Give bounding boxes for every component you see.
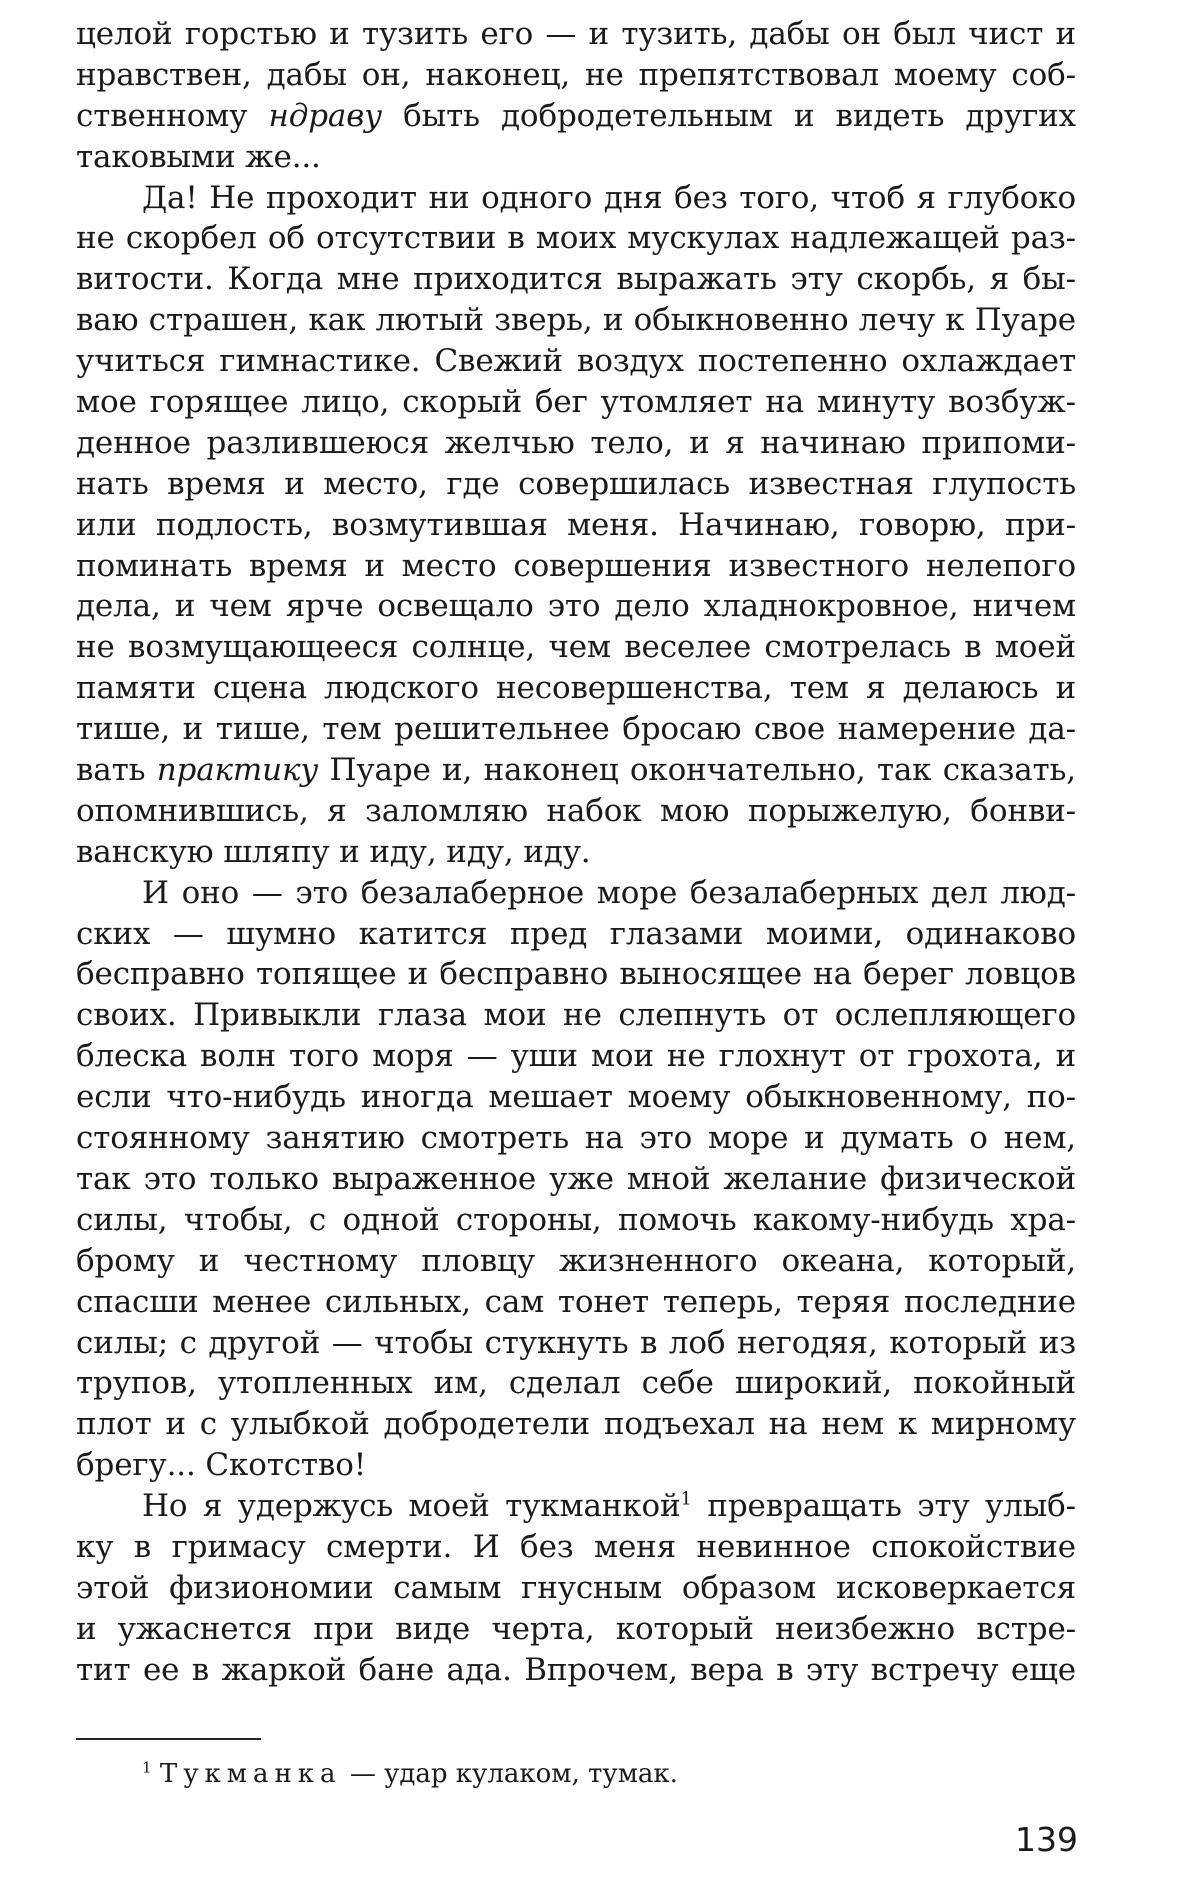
text-line: тит ее в жаркой бане ада. Впрочем, вера в эту встречу еще [76, 1651, 1076, 1688]
text-line: опомнившись, я заломляю набок мою порыжелую, бонви- [76, 792, 1076, 829]
italic-word: ндраву [268, 97, 382, 134]
text-line: дела, и чем ярче освещало это дело хладнокровное, ничем [76, 588, 1076, 625]
text-line: ванскую шляпу и иду, иду, иду. [76, 833, 591, 870]
text-line: если что-нибудь иногда мешает моему обыкновенному, по- [76, 1079, 1076, 1116]
paragraph [76, 14, 1076, 178]
text-line: учиться гимнастике. Свежий воздух постепенно охлаждает [76, 343, 1076, 380]
text-line: Да! Не проходит ни одного дня без того, чтоб я глубоко [142, 179, 1076, 216]
text-line: таковыми же... [76, 138, 321, 175]
text-line: Но я удержусь моей тукманкой$^1$ превращать эту улыб- [142, 1488, 1076, 1525]
footnote [142, 1757, 678, 1791]
text-line: ственному ндраву быть добродетельным и видеть других [76, 97, 1076, 134]
footnote-reference: 1 [680, 1488, 692, 1510]
text-line: не скорбел об отсутствии в моих мускулах надлежащей раз- [76, 220, 1076, 257]
text-line: плот и с улыбкой добродетели подъехал на нем к мирному [76, 1406, 1076, 1443]
text-line: памяти сцена людского несовершенства, тем я делаюсь и [76, 670, 1076, 707]
text-line: стоянному занятию смотреть на это море и думать о нем, [76, 1120, 1076, 1157]
text-line: не возмущающееся солнце, чем веселее смотрелась в моей [76, 629, 1076, 666]
text-line: силы, чтобы, с одной стороны, помочь какому-нибудь хра- [76, 1201, 1076, 1238]
text-line: так это только выраженное уже мной желание физической [76, 1160, 1076, 1197]
footnote-term: Тукманка [159, 1759, 342, 1789]
text-line: ваю страшен, как лютый зверь, и обыкновенно лечу к Пуаре [76, 302, 1076, 339]
body-text [76, 14, 1076, 1691]
text-line: спасши менее сильных, сам тонет теперь, теряя последние [76, 1283, 1076, 1320]
text-line: тише, и тише, тем решительнее бросаю свое намерение да- [76, 711, 1076, 748]
text-line: нравствен, дабы он, наконец, не препятствовал моему соб- [76, 56, 1076, 93]
text-line: или подлость, возмутившая меня. Начинаю, говорю, при- [76, 506, 1076, 543]
text-line: этой физиономии самым гнусным образом исковеркается [76, 1569, 1076, 1606]
text-line: и ужаснется при виде черта, который неизбежно встре- [76, 1610, 1076, 1647]
text-line: ку в гримасу смерти. И без меня невинное спокойствие [76, 1528, 1076, 1565]
text-line: блеска волн того моря — уши мои не глохнут от грохота, и [76, 1038, 1076, 1075]
text-line: бесправно топящее и бесправно выносящее на берег ловцов [76, 956, 1076, 993]
text-line: брому и честному пловцу жизненного океана, который, [76, 1242, 1076, 1279]
text-line: ских — шумно катится пред глазами моими, одинаково [76, 915, 1076, 952]
text-line: витости. Когда мне приходится выражать эту скорбь, я бы- [76, 261, 1076, 298]
footnote-separator [76, 1738, 261, 1740]
text-line: мое горящее лицо, скорый бег утомляет на минуту возбуж- [76, 384, 1076, 421]
footnote-text: — удар кулаком, тумак. [341, 1759, 678, 1789]
page-number: 139 [1015, 1820, 1078, 1859]
paragraph [76, 1486, 1076, 1690]
text-line: брегу... Скотство! [76, 1447, 367, 1484]
text-line: нать время и место, где совершилась известная глупость [76, 465, 1076, 502]
text-line: силы; с другой — чтобы стукнуть в лоб негодяя, который из [76, 1324, 1076, 1361]
paragraph [76, 178, 1076, 873]
footnote-marker: 1 [142, 1758, 152, 1777]
text-line: поминать время и место совершения известного нелепого [76, 547, 1076, 584]
text-line: своих. Привыкли глаза мои не слепнуть от ослепляющего [76, 997, 1076, 1034]
text-line: И оно — это безалаберное море безалаберных дел люд- [142, 874, 1076, 911]
text-line: целой горстью и тузить его — и тузить, дабы он был чист и [76, 16, 1076, 52]
text-line: трупов, утопленных им, сделал себе широкий, покойный [76, 1365, 1076, 1402]
text-line: денное разлившеюся желчью тело, и я начинаю припоми- [76, 424, 1076, 461]
italic-word: практику [156, 752, 319, 789]
text-line: вать практику Пуаре и, наконец окончательно, так сказать, [76, 752, 1076, 789]
paragraph [76, 873, 1076, 1486]
